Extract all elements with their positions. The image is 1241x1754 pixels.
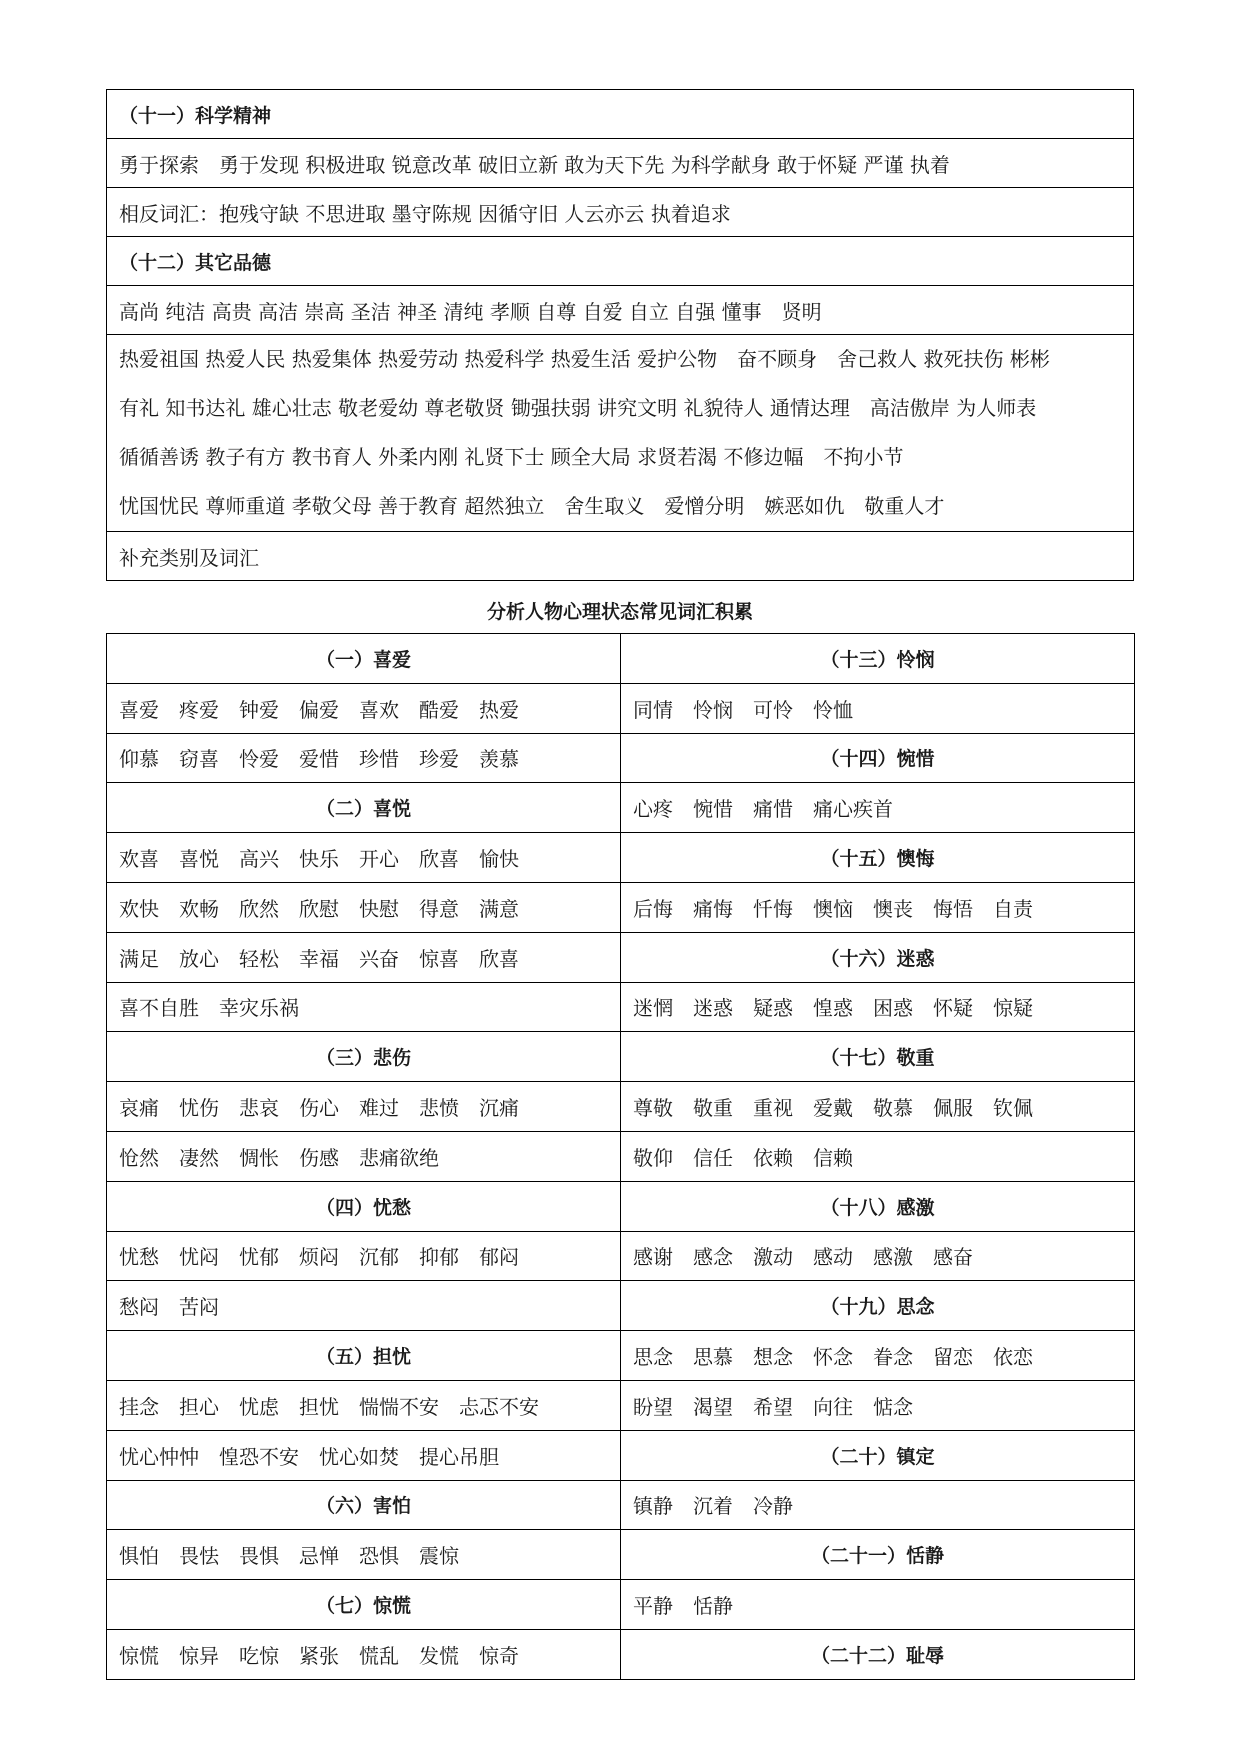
science-antonyms: 相反词汇：抱残守缺 不思进取 墨守陈规 因循守旧 人云亦云 执着追求 [107,188,1134,237]
vocab-cell: 欢喜 喜悦 高兴 快乐 开心 欣喜 愉快 [107,833,621,883]
table-row [107,1231,1135,1281]
vocab-cell: 忧愁 忧闷 忧郁 烦闷 沉郁 抑郁 郁闷 [107,1231,621,1281]
category-heading: （二十）镇定 [621,1430,1135,1480]
vocab-cell: 敬仰 信任 依赖 信赖 [621,1131,1135,1181]
table-row [107,1380,1135,1430]
vocab-cell: 怆然 凄然 惆怅 伤感 悲痛欲绝 [107,1131,621,1181]
category-heading: （十五）懊悔 [621,833,1135,883]
table-row [107,1032,1135,1082]
category-heading: （二）喜悦 [107,783,621,833]
science-words: 勇于探索 勇于发现 积极进取 锐意改革 破旧立新 敢为天下先 为科学献身 敢于怀疑 严谨 执着 [107,139,1134,188]
vocab-cell: 盼望 渴望 希望 向往 惦念 [621,1380,1135,1430]
vocab-cell: 镇静 沉着 冷静 [621,1480,1135,1530]
table-row [107,1580,1135,1630]
psychology-section-title: 分析人物心理状态常见词汇积累 [486,601,753,623]
vocab-cell: 忧心忡忡 惶恐不安 忧心如焚 提心吊胆 [107,1430,621,1480]
category-heading: （一）喜爱 [107,634,621,684]
virtue-phrase-line: 忧国忧民 尊师重道 孝敬父母 善于教育 超然独立 舍生取义 爱憎分明 嫉恶如仇 敬重人才 [119,494,945,518]
heading-other-virtues: （十二）其它品德 [107,237,1134,286]
vocab-cell: 仰慕 窃喜 怜爱 爱惜 珍惜 珍爱 羡慕 [107,733,621,783]
table-row [107,683,1135,733]
vocab-cell: 愁闷 苦闷 [107,1281,621,1331]
virtue-words: 高尚 纯洁 高贵 高洁 崇高 圣洁 神圣 清纯 孝顺 自尊 自爱 自立 自强 懂事 贤明 [107,286,1134,335]
table-row [107,733,1135,783]
table-row [107,1281,1135,1331]
category-heading: （十三）怜悯 [621,634,1135,684]
table-row [107,1131,1135,1181]
virtue-phrase-line: 热爱祖国 热爱人民 热爱集体 热爱劳动 热爱科学 热爱生活 爱护公物 奋不顾身 舍己救人 救死扶伤 彬彬 [119,347,1050,371]
virtue-phrase-line: 有礼 知书达礼 雄心壮志 敬老爱幼 尊老敬贤 锄强扶弱 讲究文明 礼貌待人 通情达理 高洁傲岸 为人师表 [119,396,1037,420]
table-row [107,1430,1135,1480]
table-row [107,1331,1135,1381]
table-row [107,982,1135,1032]
vocab-cell: 感谢 感念 激动 感动 感激 感奋 [621,1231,1135,1281]
vocab-cell: 迷惘 迷惑 疑惑 惶惑 困惑 怀疑 惊疑 [621,982,1135,1032]
category-heading: （十六）迷惑 [621,932,1135,982]
category-heading: （五）担忧 [107,1331,621,1381]
table-row [107,634,1135,684]
vocab-cell: 惊慌 惊异 吃惊 紧张 慌乱 发慌 惊奇 [107,1629,621,1679]
vocab-cell: 喜不自胜 幸灾乐祸 [107,982,621,1032]
vocab-cell: 挂念 担心 忧虑 担忧 惴惴不安 忐忑不安 [107,1380,621,1430]
table-row [107,1530,1135,1580]
virtue-vocab-table [106,89,1134,581]
category-heading: （十八）感激 [621,1181,1135,1231]
category-heading: （三）悲伤 [107,1032,621,1082]
category-heading: （十四）惋惜 [621,733,1135,783]
table-row [107,1629,1135,1679]
heading-science-spirit: （十一）科学精神 [107,90,1134,139]
vocab-cell: 满足 放心 轻松 幸福 兴奋 惊喜 欣喜 [107,932,621,982]
category-heading: （六）害怕 [107,1480,621,1530]
vocab-cell: 同情 怜悯 可怜 怜恤 [621,683,1135,733]
vocab-cell: 平静 恬静 [621,1580,1135,1630]
category-heading: （二十一）恬静 [621,1530,1135,1580]
table-row [107,1181,1135,1231]
category-heading: （七）惊慌 [107,1580,621,1630]
virtue-phrases [107,335,1134,532]
vocab-cell: 后悔 痛悔 忏悔 懊恼 懊丧 悔悟 自责 [621,882,1135,932]
table-row [107,1480,1135,1530]
vocab-cell: 喜爱 疼爱 钟爱 偏爱 喜欢 酷爱 热爱 [107,683,621,733]
virtue-phrase-line: 循循善诱 教子有方 教书育人 外柔内刚 礼贤下士 顾全大局 求贤若渴 不修边幅 不拘小节 [119,445,904,469]
category-heading: （四）忧愁 [107,1181,621,1231]
vocab-cell: 哀痛 忧伤 悲哀 伤心 难过 悲愤 沉痛 [107,1082,621,1132]
table-row [107,1082,1135,1132]
category-heading: （二十二）耻辱 [621,1629,1135,1679]
vocab-cell: 尊敬 敬重 重视 爱戴 敬慕 佩服 钦佩 [621,1082,1135,1132]
category-heading: （十九）思念 [621,1281,1135,1331]
vocab-cell: 心疼 惋惜 痛惜 痛心疾首 [621,783,1135,833]
category-heading: （十七）敬重 [621,1032,1135,1082]
table-row [107,882,1135,932]
vocab-cell: 思念 思慕 想念 怀念 眷念 留恋 依恋 [621,1331,1135,1381]
vocab-cell: 惧怕 畏怯 畏惧 忌惮 恐惧 震惊 [107,1530,621,1580]
psychology-vocab-table [106,633,1135,1680]
table-row [107,783,1135,833]
supplement-row: 补充类别及词汇 [107,532,1134,581]
table-row [107,833,1135,883]
table-row [107,932,1135,982]
vocab-cell: 欢快 欢畅 欣然 欣慰 快慰 得意 满意 [107,882,621,932]
